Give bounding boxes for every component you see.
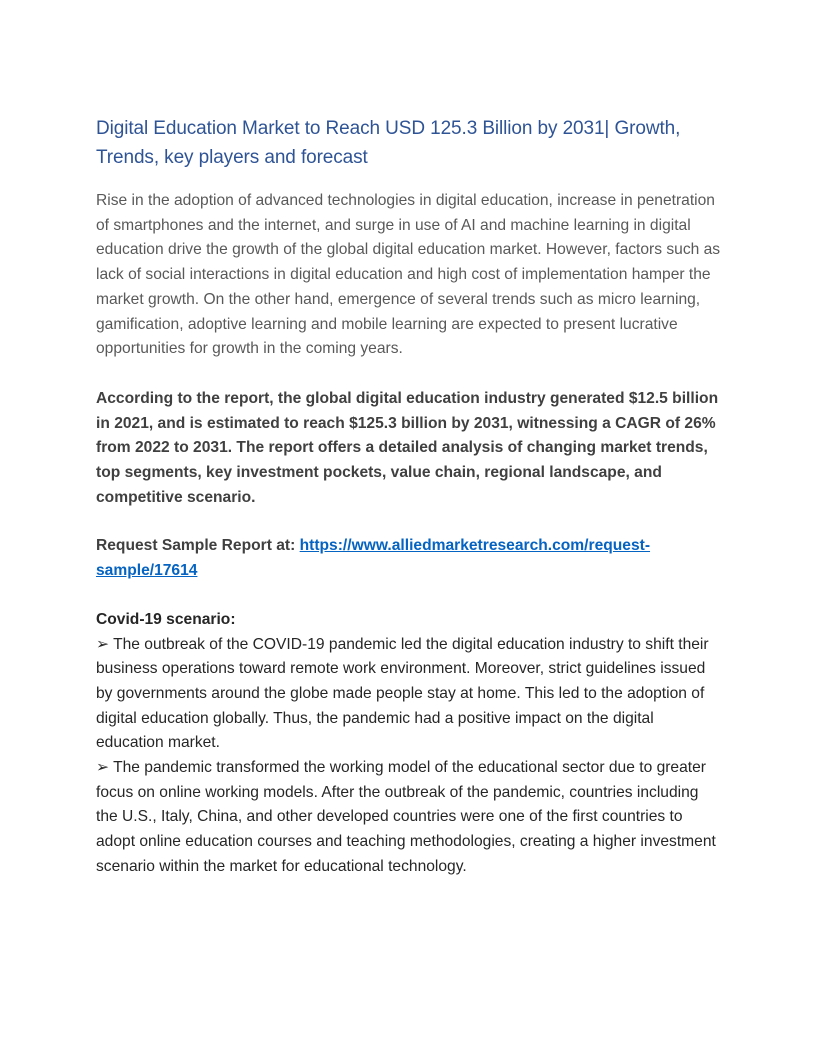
covid-bullet-1-text: The outbreak of the COVID-19 pandemic led the digital education industry to shift their business operations toward remote work environment. Moreover, strict guidelines issued by governments around the globe made people stay at home. This led to the adoption of digital education globally. Thus, the pandemic had a positive impact on the digital education market.	[96, 635, 709, 752]
request-sample-link[interactable]: https://www.alliedmarketresearch.com/request-sample/17614	[96, 537, 651, 580]
intro-paragraph: Rise in the adoption of advanced technologies in digital education, increase in penetration of smartphones and the internet, and surge in use of AI and machine learning in digital education drive the growth of the global digital education market. However, factors such as lack of social interactions in digital education and high cost of implementation hamper the market growth. On the other hand, emergence of several trends such as micro learning, gamification, adoptive learning and mobile learning are expected to present lucrative opportunities for growth in the coming years.	[96, 192, 721, 358]
document-page	[96, 114, 724, 880]
report-summary-paragraph: According to the report, the global digital education industry generated $12.5 billion in 2021, and is estimated to reach $125.3 billion by 2031, witnessing a CAGR of 26% from 2022 to 2031. The report offers a detailed analysis of changing market trends, top segments, key investment pockets, value chain, regional landscape, and competitive scenario.	[96, 389, 719, 506]
request-sample-line	[96, 534, 724, 583]
covid-bullet-2	[96, 756, 724, 880]
arrow-bullet-icon: ➢	[96, 759, 110, 777]
covid-heading: Covid-19 scenario:	[96, 610, 236, 628]
page-title: Digital Education Market to Reach USD 125.3 Billion by 2031| Growth, Trends, key players and forecast	[96, 118, 681, 168]
request-sample-label: Request Sample Report at:	[96, 537, 300, 555]
covid-bullet-1	[96, 633, 724, 757]
arrow-bullet-icon: ➢	[96, 635, 110, 653]
covid-bullet-2-text: The pandemic transformed the working model of the educational sector due to greater focus on online working models. After the outbreak of the pandemic, countries including the U.S., Italy, China, and other developed countries were one of the first countries to adopt online education courses and teaching methodologies, creating a higher investment scenario within the market for educational technology.	[96, 759, 716, 875]
